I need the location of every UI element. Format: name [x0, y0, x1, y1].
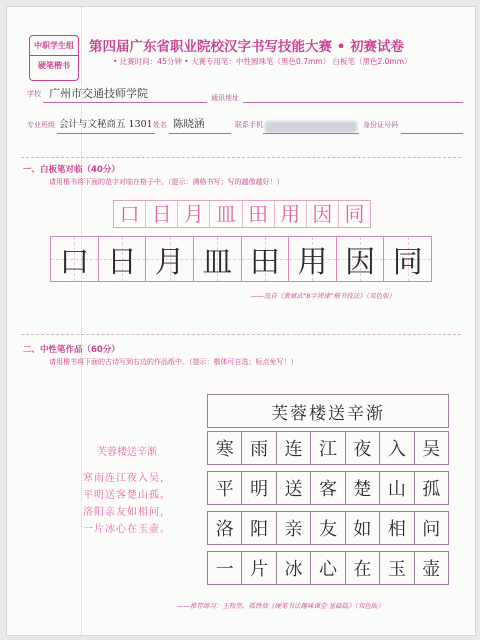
work-char: 玉	[380, 552, 414, 584]
work-char: 雨	[242, 432, 276, 464]
phone-label: 联系手机	[235, 121, 263, 129]
work-char: 壶	[422, 559, 441, 580]
grid-cell	[99, 237, 147, 281]
seal-line-2: 硬笔楷书	[38, 61, 70, 70]
model-char: 口	[114, 201, 146, 227]
exam-paper	[6, 6, 476, 636]
poem-line: 洛阳亲友如相问，	[83, 507, 171, 518]
work-char: 吴	[422, 439, 441, 460]
school-value: 广州市交通技师学院	[49, 87, 148, 100]
written-char: 用	[297, 245, 328, 280]
work-char: 夜	[346, 432, 380, 464]
section1-source: ——选自《黄斌武“8字规律”楷书技法》（双色版）	[251, 292, 396, 300]
grid-cell	[51, 237, 99, 281]
work-char: 孤	[422, 479, 441, 500]
model-char: 日	[146, 201, 178, 227]
model-char: 因	[307, 201, 339, 227]
group-seal	[29, 35, 79, 81]
work-char: 友	[311, 512, 345, 544]
section2-heading: 二、中性笔作品（60分）	[23, 345, 120, 355]
section1-desc: 请用楷书将下面的范字对临在格子中。（提示：满格书写；写的越像越好！）	[49, 178, 284, 186]
id-label: 身份证号码	[363, 121, 398, 129]
poem-line: 平明送客楚山孤。	[83, 490, 171, 501]
work-char: 入	[380, 432, 414, 464]
grid-cell	[289, 237, 337, 281]
work-row	[207, 551, 449, 585]
address-label: 通讯地址	[211, 94, 239, 102]
work-title: 芙蓉楼送辛渐	[207, 394, 449, 428]
model-char: 同	[344, 202, 365, 226]
school-label: 学校	[27, 90, 41, 98]
work-char: 如	[346, 512, 380, 544]
grid-cell	[337, 237, 385, 281]
school-underline	[43, 102, 207, 103]
section2-recommend: ——推荐练习：王牧然、孤铁效《硬笔书法趣味课堂·基础篇》（双色版）	[177, 602, 384, 610]
redacted-phone	[265, 121, 357, 133]
written-char: 口	[59, 245, 90, 280]
work-char: 洛	[208, 512, 242, 544]
written-char: 田	[249, 245, 280, 280]
work-char: 阳	[242, 512, 276, 544]
work-char: 亲	[277, 512, 311, 544]
practice-grid	[50, 236, 432, 282]
exam-subtitle: • 比赛时间：45分钟 • 大赛专用笔：中性圆珠笔（黑色0.7mm） 白板笔（黑色2.0mm）	[113, 57, 412, 66]
model-char: 皿	[210, 201, 242, 227]
grid-cell	[242, 237, 290, 281]
model-characters	[113, 200, 371, 228]
name-underline	[169, 133, 231, 134]
work-char: 连	[277, 432, 311, 464]
major-value: 会计与文秘商五 1301	[59, 119, 153, 130]
work-row	[207, 471, 449, 505]
work-char: 问	[422, 519, 441, 540]
written-char: 皿	[202, 245, 233, 280]
written-char: 月	[154, 245, 185, 280]
grid-cell	[384, 237, 431, 281]
major-label: 专业班级	[27, 121, 55, 129]
form-row-school	[27, 89, 41, 105]
work-char: 心	[311, 552, 345, 584]
section-divider	[21, 157, 461, 158]
seal-line-1: 中职学生组	[30, 36, 78, 56]
work-char: 山	[380, 472, 414, 504]
poem-line: 寒雨连江夜入吴，	[83, 473, 171, 484]
grid-cell	[146, 237, 194, 281]
id-underline	[401, 133, 463, 134]
section1-heading: 一、白板笔对临（40分）	[23, 165, 120, 175]
work-char: 客	[311, 472, 345, 504]
work-char: 江	[311, 432, 345, 464]
work-char: 明	[242, 472, 276, 504]
section-divider	[21, 334, 461, 335]
work-char: 在	[346, 552, 380, 584]
work-row	[207, 431, 449, 465]
work-char: 相	[380, 512, 414, 544]
work-char: 冰	[277, 552, 311, 584]
address-underline	[243, 102, 463, 103]
poem-line: 一片冰心在玉壶。	[83, 524, 171, 535]
model-char: 月	[178, 201, 210, 227]
written-char: 日	[106, 245, 137, 280]
phone-underline	[263, 133, 359, 134]
model-char: 用	[275, 201, 307, 227]
written-char: 同	[392, 245, 423, 280]
work-row	[207, 511, 449, 545]
page-title: 第四届广东省职业院校汉字书写技能大赛 • 初赛试卷	[89, 39, 405, 55]
written-char: 因	[345, 245, 376, 280]
work-char: 片	[242, 552, 276, 584]
name-value: 陈晓涵	[173, 118, 205, 130]
work-char: 楚	[346, 472, 380, 504]
poem-title: 芙蓉楼送辛渐	[97, 447, 157, 458]
section2-desc: 请用楷书将下面的古诗写到右边的作品纸中。（提示：楷体可自选；标点免写！）	[49, 358, 298, 366]
work-char: 送	[277, 472, 311, 504]
work-char: 平	[208, 472, 242, 504]
model-poem	[67, 443, 187, 538]
name-label: 姓名	[153, 121, 167, 129]
grid-cell	[194, 237, 242, 281]
model-char: 田	[243, 201, 275, 227]
work-char: 一	[208, 552, 242, 584]
major-underline	[57, 133, 155, 134]
work-char: 寒	[208, 432, 242, 464]
